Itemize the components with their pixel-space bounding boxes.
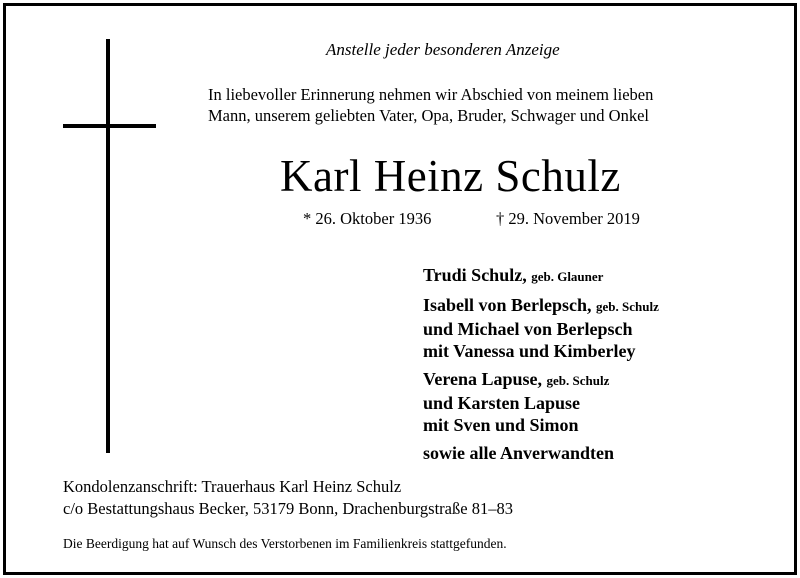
intro-line: In liebevoller Erinnerung nehmen wir Abschied von meinem lieben	[208, 85, 654, 104]
mourner-name: Verena Lapuse,	[423, 369, 543, 389]
death-date: † 29. November 2019	[496, 209, 640, 228]
mourner-line: sowie alle Anverwandten	[423, 443, 614, 463]
birth-date: * 26. Oktober 1936	[303, 209, 432, 228]
notice-heading: Anstelle jeder besonderen Anzeige	[326, 40, 560, 59]
mourner-group	[423, 294, 659, 362]
burial-note: Die Beerdigung hat auf Wunsch des Verstorbenen im Familienkreis stattgefunden.	[63, 536, 507, 551]
mourner-name: Trudi Schulz,	[423, 265, 527, 285]
mourner-line	[423, 264, 659, 288]
condolence-line: Kondolenzanschrift: Trauerhaus Karl Heinz Schulz	[63, 477, 402, 496]
mourner-name: Isabell von Berlepsch,	[423, 295, 592, 315]
maiden-name: geb. Glauner	[531, 269, 604, 284]
intro-line: Mann, unserem geliebten Vater, Opa, Bruder, Schwager und Onkel	[208, 106, 649, 125]
mourner-group	[423, 264, 659, 288]
mourner-group	[423, 368, 659, 436]
mourner-line: mit Sven und Simon	[423, 415, 579, 435]
intro-text	[208, 84, 724, 126]
cross-icon	[106, 39, 110, 453]
mourner-group	[423, 442, 659, 464]
deceased-name: Karl Heinz Schulz	[280, 151, 621, 201]
mourner-line	[423, 368, 659, 392]
mourner-line: und Michael von Berlepsch	[423, 319, 633, 339]
obituary-notice	[3, 3, 797, 575]
maiden-name: geb. Schulz	[546, 373, 610, 388]
maiden-name: geb. Schulz	[596, 299, 659, 314]
mourner-line: mit Vanessa und Kimberley	[423, 341, 636, 361]
mourners-list	[423, 264, 659, 470]
condolence-line: c/o Bestattungshaus Becker, 53179 Bonn, Drachenburgstraße 81–83	[63, 499, 513, 518]
cross-bar	[63, 124, 156, 128]
mourner-line	[423, 294, 659, 318]
mourner-line: und Karsten Lapuse	[423, 393, 581, 413]
condolence-address	[63, 476, 513, 520]
